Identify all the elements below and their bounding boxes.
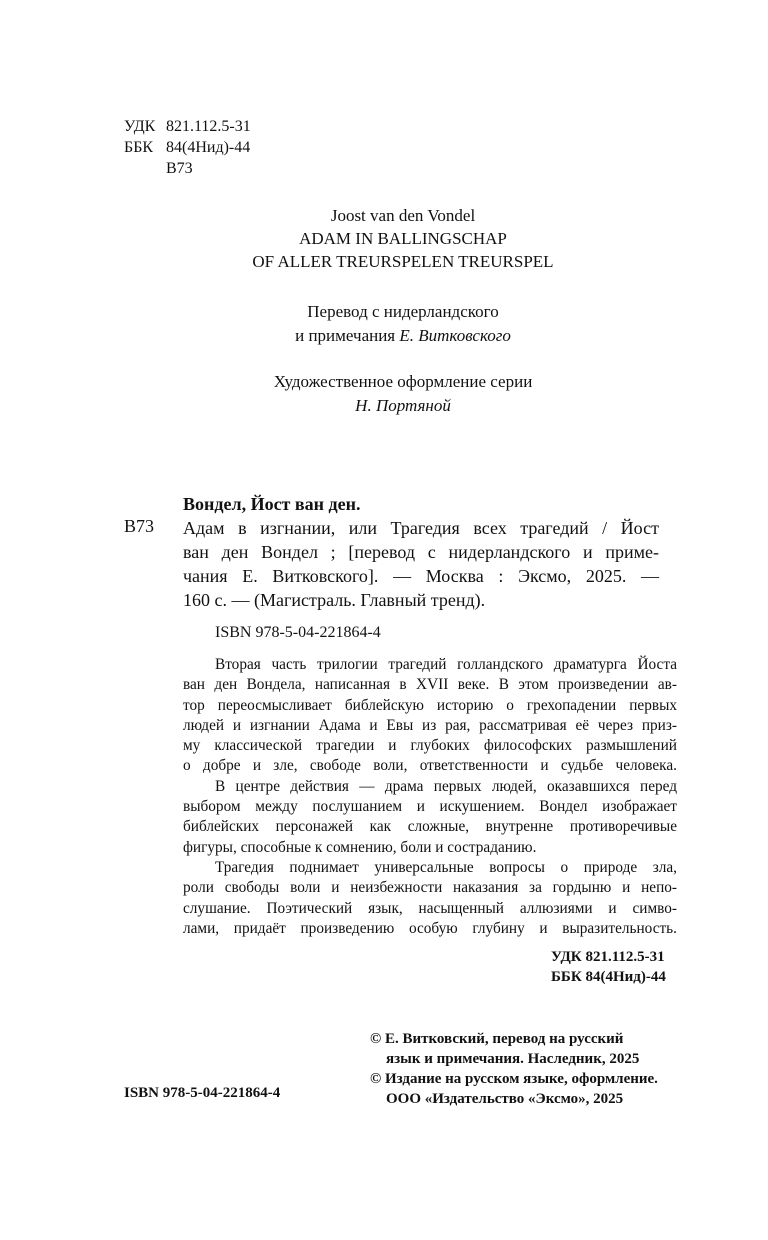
- udk-label: УДК: [124, 118, 156, 135]
- annotation-line: Трагедия поднимает универсальные вопросы о природе зла,: [215, 858, 677, 876]
- udk-row: [124, 116, 251, 137]
- bottom-classification: [551, 947, 666, 987]
- annotation-line: людей и изгнании Адама и Евы из рая, рассматривая её через приз-: [183, 716, 677, 734]
- translation-line1: Перевод с нидерландского: [307, 302, 499, 321]
- design-line1: Художественное оформление серии: [273, 372, 533, 391]
- copyright-block: [370, 1029, 658, 1109]
- copyright1-line2: язык и примечания. Наследник, 2025: [386, 1051, 640, 1067]
- translation-credit: [0, 300, 768, 348]
- annotation-line: Вторая часть трилогии трагедий голландского драматурга Йоста: [215, 656, 677, 673]
- annotation-line: роли свободы воли и неизбежности наказания за гордыню и непо-: [183, 879, 677, 897]
- classification-block: [124, 116, 251, 179]
- annotation-line: тор переосмысливает библейскую историю о грехопадении первых: [183, 696, 677, 714]
- bbk-value: 84(4Нид)-44: [166, 139, 251, 156]
- copyright2-line2: ООО «Издательство «Эксмо», 2025: [386, 1091, 624, 1107]
- copyright1-line1: © Е. Витковский, перевод на русский: [370, 1031, 624, 1047]
- original-author: Joost van den Vondel: [330, 206, 476, 225]
- translator-name: Е. Витковского: [399, 326, 511, 345]
- artist-name: Н. Портяной: [355, 396, 451, 415]
- annotation-line: слушание. Поэтический язык, насыщенный аллюзиями и симво-: [183, 899, 677, 917]
- copyright2-line1: © Издание на русском языке, оформление.: [370, 1071, 658, 1087]
- original-title-block: [0, 204, 768, 273]
- catalog-line: чания Е. Витковского]. — Москва : Эксмо, 2025. —: [183, 566, 659, 586]
- design-credit: [0, 370, 768, 418]
- translation-prefix: и примечания: [295, 326, 400, 345]
- annotation: [183, 655, 677, 939]
- catalog-line: Адам в изгнании, или Трагедия всех трагедий / Йост: [183, 518, 659, 538]
- udk-value: 821.112.5-31: [166, 118, 251, 135]
- author-sign: В73: [166, 160, 193, 177]
- annotation-line: библейских персонажей как сложные, внутренне противоречивые: [183, 818, 677, 836]
- annotation-line: ван ден Вондела, написанная в XVII веке. В этом произведении ав-: [183, 676, 677, 694]
- catalog-code: В73: [124, 516, 155, 536]
- original-title-line2: OF ALLER TREURSPELEN TREURSPEL: [252, 252, 554, 271]
- catalog-line: 160 с. — (Магистраль. Главный тренд).: [183, 590, 486, 610]
- annotation-line: лами, придаёт произведению особую глубину и выразительность.: [183, 919, 677, 937]
- annotation-line: выбором между послушанием и искушением. Вондел изображает: [183, 798, 677, 816]
- annotation-line: В центре действия — драма первых людей, оказавшихся перед: [215, 777, 677, 795]
- catalog-description: [183, 516, 659, 612]
- catalog-line: ван ден Вондел ; [перевод с нидерландского и приме-: [183, 542, 659, 562]
- bottom-isbn: ISBN 978-5-04-221864-4: [124, 1085, 281, 1101]
- bottom-bbk: ББК 84(4Нид)-44: [551, 969, 666, 985]
- bbk-row: [124, 137, 251, 158]
- catalog-isbn: ISBN 978-5-04-221864-4: [215, 624, 381, 641]
- bbk-label: ББК: [124, 139, 154, 156]
- annotation-line: о добре и зле, свободе воли, ответственности и судьбе человека.: [183, 757, 677, 775]
- translation-line2: [0, 324, 768, 348]
- original-title-line1: ADAM IN BALLINGSCHAP: [299, 229, 507, 248]
- annotation-line: му классической трагедии и глубоких философских размышлений: [183, 737, 677, 755]
- annotation-line: фигуры, способные к сомнению, боли и состраданию.: [183, 838, 537, 856]
- catalog-heading: Вондел, Йост ван ден.: [183, 494, 361, 514]
- bottom-udk: УДК 821.112.5-31: [551, 949, 665, 965]
